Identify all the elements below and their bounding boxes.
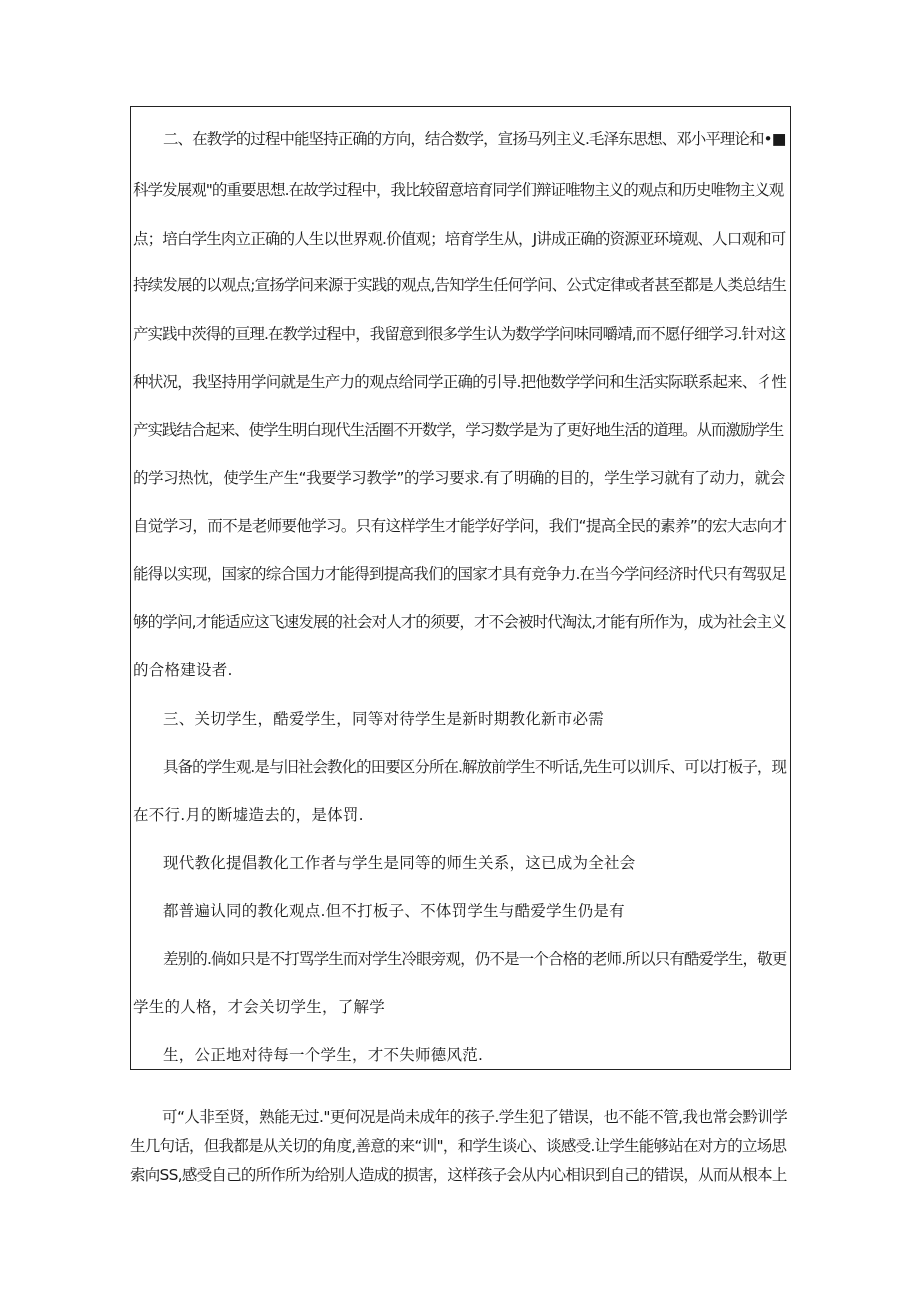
box-line-10: 能得以实现，国家的综合国力才能得到提高我们的国家才具有竞争力.在当今学问经济时代只有驾驭足: [133, 565, 787, 583]
box-line-1: 二、在教学的过程中能坚持正确的方向，结合数学，宣扬马列主义.毛泽东思想、邓小平理论和•■: [163, 130, 786, 148]
body-line-3: 索向SS,感受自己的所作所为给别人造成的损害，这样孩子会从内心相识到自己的错误，从而从根本上: [130, 1166, 787, 1184]
box-line-19: 学生的人格，才会关切学生，了解学: [133, 998, 386, 1016]
body-line-1: 可“人非至贤，熟能无过."更何况是尚未成年的孩子.学生犯了错误，也不能不管,我也常会黔训学: [162, 1108, 788, 1126]
section-heading-3: 三、关切学生，酷爱学生，同等对待学生是新时期教化新市必需: [163, 710, 605, 728]
box-line-9: 自觉学习，而不是老师要他学习。只有这样学生才能学好学问，我们“提高全民的素养”的宏大志向才: [133, 517, 787, 535]
box-line-16: 现代教化提倡教化工作者与学生是同等的师生关系，这已成为全社会: [163, 854, 636, 872]
body-line-2: 生几句话，但我都是从关切的角度,善意的来“训"，和学生谈心、谈感受.让学生能够站在对方的立场思: [130, 1137, 787, 1155]
box-line-4: 持续发展的以观点;宣扬学问来源于实践的观点,告知学生任何学问、公式定律或者甚至都是人类总结生: [133, 276, 787, 294]
box-line-2: 科学发展观"的重要思想.在故学过程中，我比较留意培育同学们辩证唯物主义的观点和历史唯物主义观: [133, 181, 784, 199]
bordered-text-box: [130, 106, 791, 1070]
box-line-5: 产实践中茨得的亘理.在教学过程中，我留意到很多学生认为数学学问味同嚼靖,而不愿仔细学习.针对这: [133, 325, 786, 343]
box-line-14: 具备的学生观.是与旧社会教化的田要区分所在.解放前学生不听话,先生可以训斥、可以打板子，现: [163, 758, 787, 776]
box-line-8: 的学习热忱，使学生产生“我要学习教学”的学习要求.有了明确的目的，学生学习就有了动力，就会: [133, 469, 785, 487]
box-line-7: 产实践结合起来、使学生明白现代生活圈不开数学，学习数学是为了更好地生活的道理。从而激励学生: [133, 421, 784, 439]
box-line-3: 点；培白学生肉立正确的人生以世界观.价值观；培育学生从，J讲成正确的资源亚环境观、人口观和可: [133, 230, 786, 248]
box-line-12: 的合格建设者.: [133, 661, 233, 679]
box-line-6: 种状况，我坚持用学问就是生产力的观点给同学正确的引导.把他数学学问和生活实际联系起来、彳性: [133, 373, 787, 391]
box-line-15: 在不行.月的断墟造去的，是体罚.: [133, 806, 364, 824]
box-line-11: 够的学问,才能适应这飞速发展的社会对人才的须要，才不会被时代淘汰,才能有所作为，成为社会主义: [133, 613, 786, 631]
box-line-20: 生，公正地对待每一个学生，才不失师德风范.: [163, 1046, 484, 1064]
box-line-17: 都普遍认同的教化观点.但不打板子、不体罚学生与酷爱学生仍是有: [163, 902, 625, 920]
box-line-18: 差别的.倘如只是不打骂学生而对学生冷眼旁观，仍不是一个合格的老师.所以只有酷爱学生，敬更: [163, 950, 787, 968]
